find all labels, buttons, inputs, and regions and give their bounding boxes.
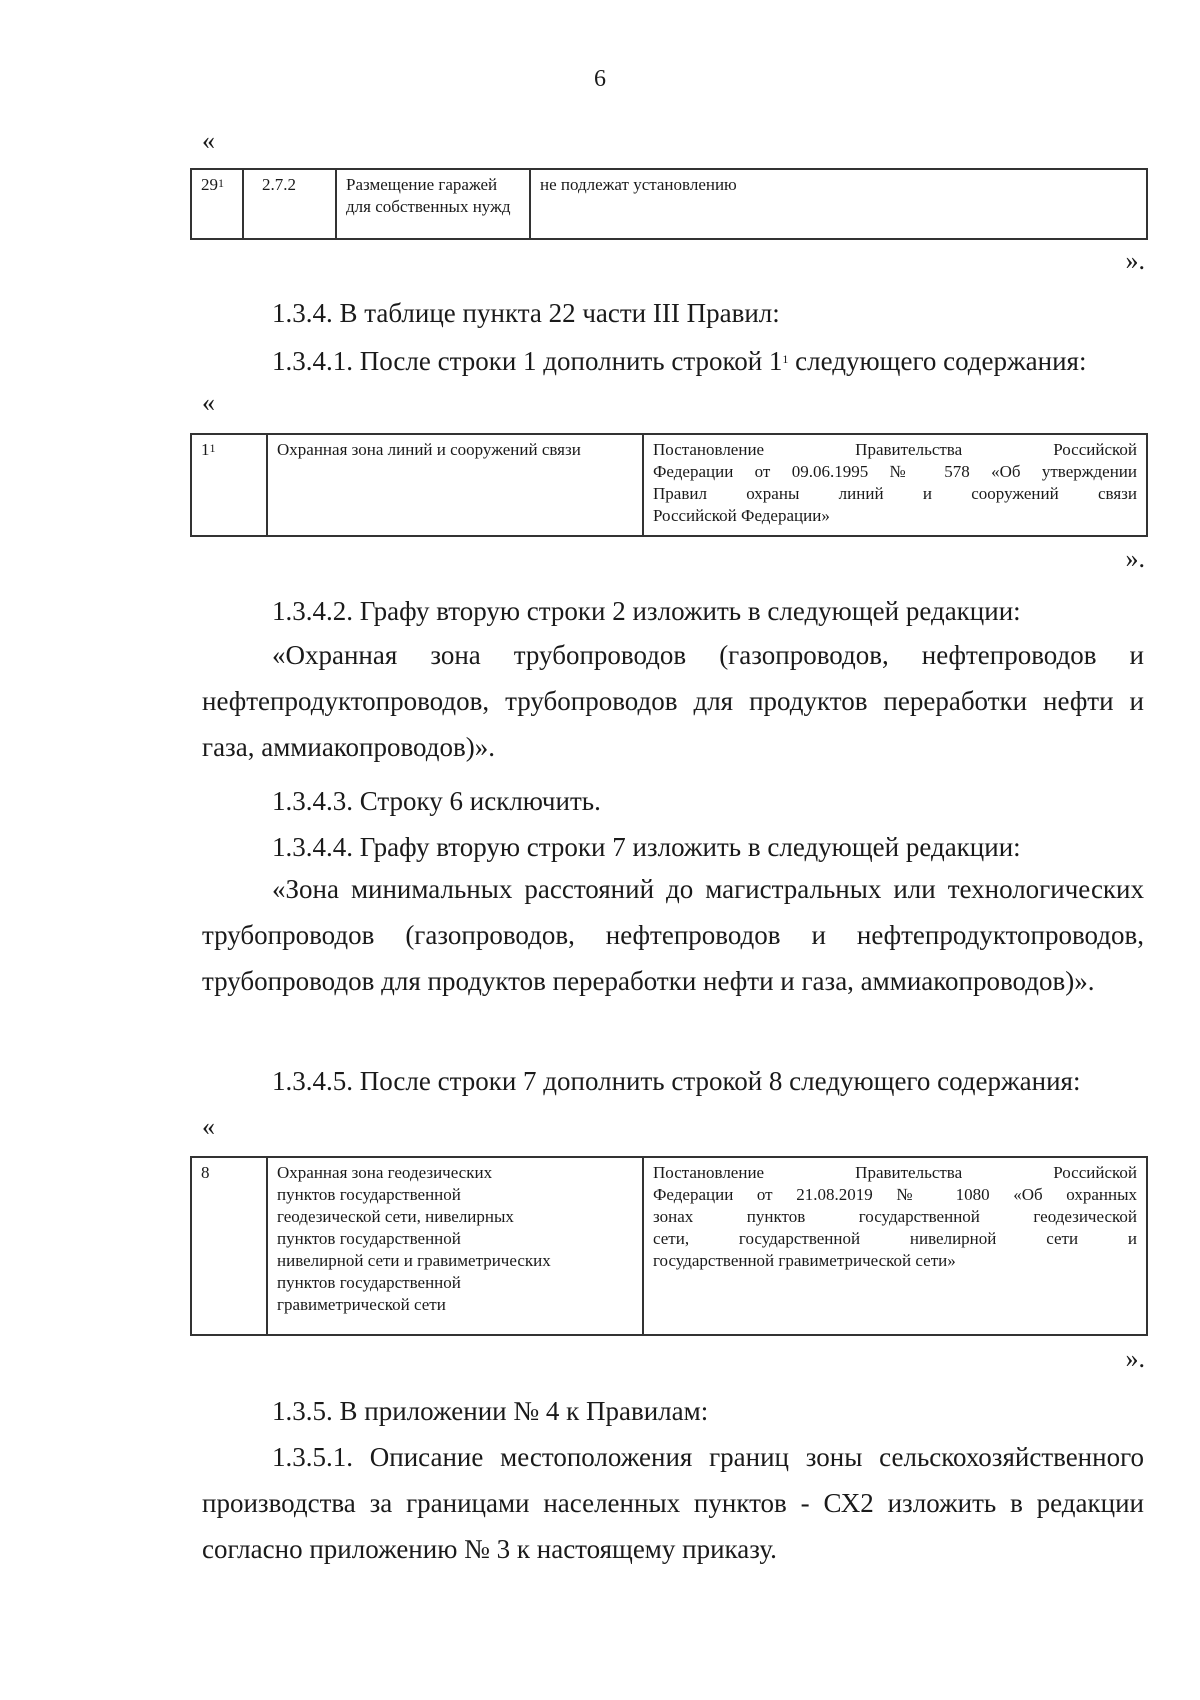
- table-row: [191, 434, 1147, 536]
- document-line: Федерации от 09.06.1995 № 578 «Об утверждении: [653, 462, 1137, 481]
- paragraph-1-3-4-2: 1.3.4.2. Графу вторую строки 2 изложить в следующей редакции:: [272, 596, 1021, 626]
- row-number-cell: $1^1$: [191, 434, 267, 536]
- document-cell: [643, 434, 1147, 536]
- name-cell: Охранная зона линий и сооружений связи: [267, 434, 643, 536]
- paragraph-1-3-4-3: 1.3.4.3. Строку 6 исключить.: [272, 786, 601, 816]
- table-row: [191, 169, 1147, 239]
- code-cell: 2.7.2: [243, 169, 336, 239]
- table-row: [191, 1157, 1147, 1335]
- name-cell: Размещение гаражей для собственных нужд: [336, 169, 530, 239]
- page-number: 6: [594, 66, 606, 92]
- name-line: нивелирной сети и гравиметрических: [277, 1251, 551, 1270]
- name-line: гравиметрической сети: [277, 1295, 446, 1314]
- paragraph-1-3-4-4-quote: «Зона минимальных расстояний до магистральных или технологических трубопроводов (газопроводов, нефтепроводов и нефтепродуктопроводов, трубопроводов для продуктов переработки нефти и газа, аммиакопроводов)».: [202, 874, 1144, 996]
- document-cell: [643, 1157, 1147, 1335]
- document-line: зонах пунктов государственной геодезической: [653, 1207, 1137, 1226]
- value-cell: не подлежат установлению: [530, 169, 1147, 239]
- quote-close-1: ».: [1125, 246, 1145, 275]
- name-line: пунктов государственной: [277, 1273, 461, 1292]
- quote-close-2: ».: [1125, 544, 1145, 573]
- quote-close-3: ».: [1125, 1344, 1145, 1373]
- document-line: Постановление Правительства Российской: [653, 1163, 1137, 1182]
- table-garages: [190, 168, 1148, 240]
- paragraph-1-3-4-1: 1.3.4.1. После строки 1 дополнить строкой $1^1$ следующего содержания:: [272, 346, 1087, 376]
- document-line: Постановление Правительства Российской: [653, 440, 1137, 459]
- paragraph-1-3-4-5: 1.3.4.5. После строки 7 дополнить строкой 8 следующего содержания:: [272, 1066, 1081, 1096]
- row-number-cell: 8: [191, 1157, 267, 1335]
- document-line: Правил охраны линий и сооружений связи: [653, 484, 1137, 503]
- quote-open-2: «: [202, 388, 215, 417]
- document-line: Федерации от 21.08.2019 № 1080 «Об охранных: [653, 1185, 1137, 1204]
- name-line: геодезической сети, нивелирных: [277, 1207, 514, 1226]
- name-line: пунктов государственной: [277, 1229, 461, 1248]
- name-line: пунктов государственной: [277, 1185, 461, 1204]
- quote-open-3: «: [202, 1112, 215, 1141]
- document-line: сети, государственной нивелирной сети и: [653, 1229, 1137, 1248]
- paragraph-1-3-4: 1.3.4. В таблице пункта 22 части III Правил:: [272, 298, 780, 328]
- row-number-cell: $29^1$: [191, 169, 243, 239]
- table-geodetic-zone: [190, 1156, 1148, 1336]
- paragraph-1-3-5: 1.3.5. В приложении № 4 к Правилам:: [272, 1396, 709, 1426]
- paragraph-1-3-4-4: 1.3.4.4. Графу вторую строки 7 изложить в следующей редакции:: [272, 832, 1021, 862]
- paragraph-1-3-5-1: 1.3.5.1. Описание местоположения границ зоны сельскохозяйственного производства за границами населенных пунктов - СХ2 изложить в редакции согласно приложению № 3 к настоящему приказу.: [202, 1442, 1144, 1564]
- document-line: государственной гравиметрической сети»: [653, 1251, 956, 1270]
- name-cell: [267, 1157, 643, 1335]
- name-line: Охранная зона геодезических: [277, 1163, 493, 1182]
- table-communications-zone: [190, 433, 1148, 537]
- paragraph-1-3-4-2-quote: «Охранная зона трубопроводов (газопроводов, нефтепроводов и нефтепродуктопроводов, трубопроводов для продуктов переработки нефти и газа, аммиакопроводов)».: [202, 640, 1144, 762]
- document-line: Российской Федерации»: [653, 506, 830, 525]
- quote-open-1: «: [202, 126, 215, 155]
